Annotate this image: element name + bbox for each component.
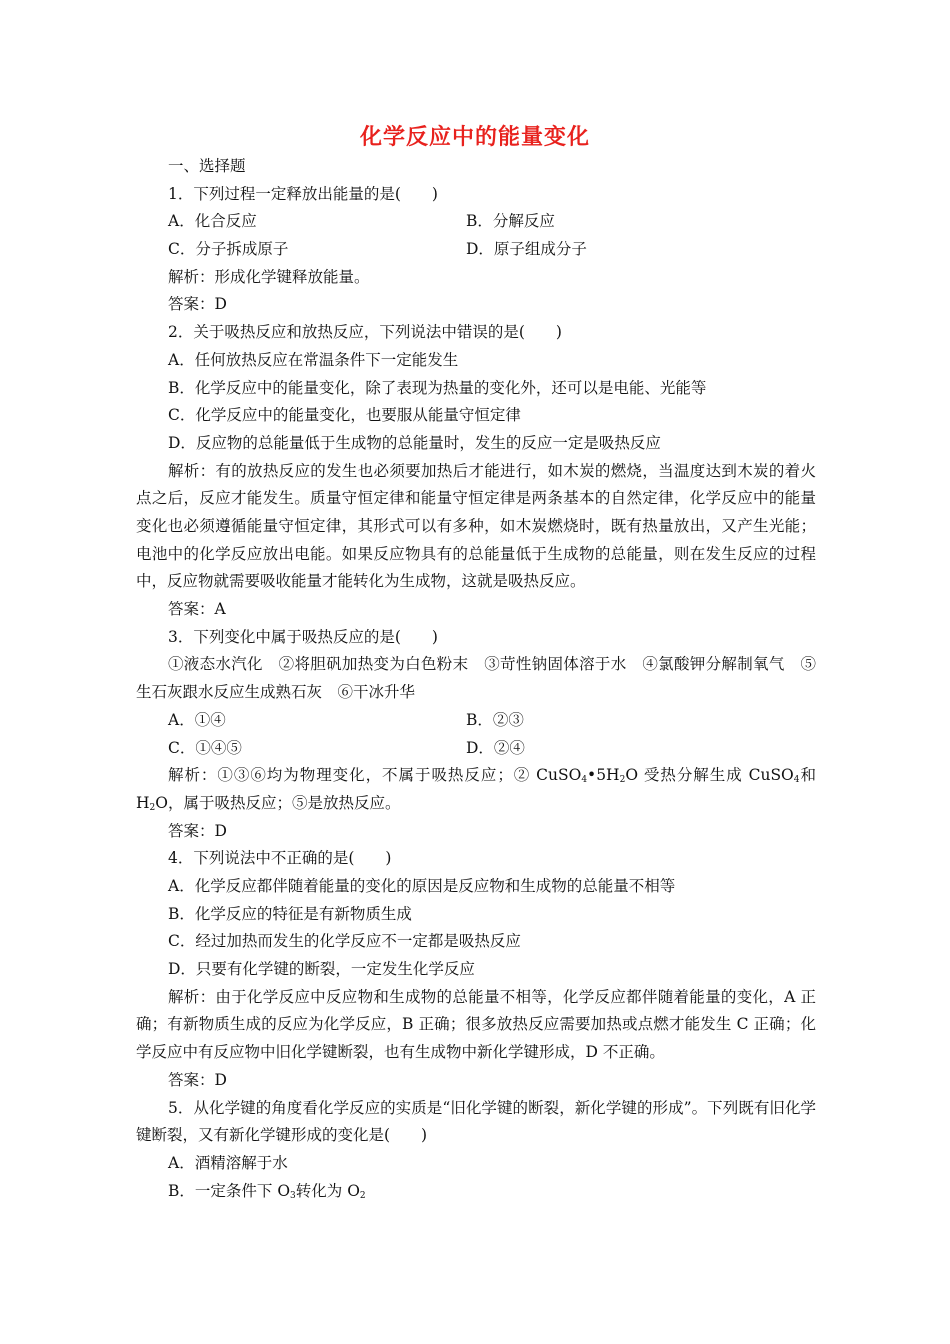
option-text: B．一定条件下 O [168, 1181, 291, 1200]
question-4-option-b: B．化学反应的特征是有新物质生成 [168, 904, 412, 923]
subscript: 2 [619, 775, 626, 786]
question-3-options-row-2 [136, 735, 816, 763]
section-heading: 一、选择题 [168, 157, 246, 175]
question-3-options-row-1 [136, 707, 816, 735]
question-4-analysis: 解析：由于化学反应中反应物和生成物的总能量不相等，化学反应都伴随着能量的变化，A 正确；有新物质生成的反应为化学反应，B 正确；很多放热反应需要加热或点燃才能发生 C 正确；化学反应中有反应物中旧化学键断裂，也有生成物中新化学键形成，D 不正确。 [136, 987, 816, 1062]
question-3-analysis [136, 762, 816, 817]
question-3-option-b: B．②③ [466, 710, 524, 729]
option-text: 转化为 O [295, 1181, 360, 1200]
subscript: 2 [359, 1190, 366, 1201]
question-2-option-d: D．反应物的总能量低于生成物的总能量时，发生的反应一定是吸热反应 [168, 433, 661, 452]
question-1-option-c: C．分子拆成原子 [168, 240, 289, 259]
analysis-text: 和 H [136, 766, 816, 812]
question-2-stem: 2．关于吸热反应和放热反应，下列说法中错误的是( ) [168, 323, 562, 342]
subscript: 3 [290, 1190, 296, 1201]
question-1-option-b: B．分解反应 [466, 212, 555, 231]
question-4-option-a: A．化学反应都伴随着能量的变化的原因是反应物和生成物的总能量不相等 [168, 877, 676, 896]
subscript: 4 [793, 775, 800, 786]
question-4-stem: 4．下列说法中不正确的是( ) [168, 849, 392, 868]
question-1-stem: 1．下列过程一定释放出能量的是( ) [168, 184, 438, 203]
question-1-options-row-1 [136, 208, 816, 236]
question-2-option-a: A．任何放热反应在常温条件下一定能发生 [168, 350, 459, 369]
question-2-option-c: C．化学反应中的能量变化，也要服从能量守恒定律 [168, 406, 521, 425]
page-title: 化学反应中的能量变化 [359, 124, 590, 150]
question-5-option-a: A．酒精溶解于水 [168, 1153, 288, 1172]
question-4-answer: 答案：D [168, 1070, 227, 1089]
question-2-answer: 答案：A [168, 600, 226, 619]
question-3-option-c: C．①④⑤ [168, 738, 242, 757]
question-4-option-c: C．经过加热而发生的化学反应不一定都是吸热反应 [168, 932, 521, 951]
question-1-option-d: D．原子组成分子 [466, 240, 587, 259]
question-4-option-d: D．只要有化学键的断裂，一定发生化学反应 [168, 960, 475, 979]
question-1-answer: 答案：D [168, 295, 227, 314]
question-2-option-b: B．化学反应中的能量变化，除了表现为热量的变化外，还可以是电能、光能等 [168, 378, 707, 397]
question-1-analysis: 解析：形成化学键释放能量。 [168, 267, 370, 286]
question-1-options-row-2 [136, 236, 816, 264]
question-3-option-d: D．②④ [466, 738, 525, 757]
question-3-items: ①液态水汽化 ②将胆矾加热变为白色粉末 ③苛性钠固体溶于水 ④氯酸钾分解制氧气 ⑤生石灰跟水反应生成熟石灰 ⑥干冰升华 [136, 655, 816, 702]
analysis-text: O 受热分解生成 CuSO [625, 766, 794, 785]
question-5-option-b [136, 1178, 816, 1206]
analysis-text: 解析：①③⑥均为物理变化，不属于吸热反应；② CuSO [168, 766, 582, 785]
subscript: 4 [581, 775, 588, 786]
analysis-text: •5H [587, 766, 620, 785]
analysis-text: O，属于吸热反应；⑤是放热反应。 [155, 793, 401, 812]
question-1-option-a: A．化合反应 [168, 212, 257, 231]
question-3-option-a: A．①④ [168, 710, 226, 729]
question-list [136, 153, 816, 1205]
question-3-answer: 答案：D [168, 821, 227, 840]
subscript: 2 [149, 802, 156, 813]
question-5-stem: 5．从化学键的角度看化学反应的实质是“旧化学键的断裂，新化学键的形成”。下列既有旧化学键断裂，又有新化学键形成的变化是( ) [136, 1098, 816, 1145]
question-2-analysis: 解析：有的放热反应的发生也必须要加热后才能进行，如木炭的燃烧，当温度达到木炭的着火点之后，反应才能发生。质量守恒定律和能量守恒定律是两条基本的自然定律，化学反应中的能量变化也必须遵循能量守恒定律，其形式可以有多种，如木炭燃烧时，既有热量放出，又产生光能；电池中的化学反应放出电能。如果反应物具有的总能量低于生成物的总能量，则在发生反应的过程中，反应物就需要吸收能量才能转化为生成物，这就是吸热反应。 [136, 461, 816, 591]
question-3-stem: 3．下列变化中属于吸热反应的是( ) [168, 627, 438, 646]
